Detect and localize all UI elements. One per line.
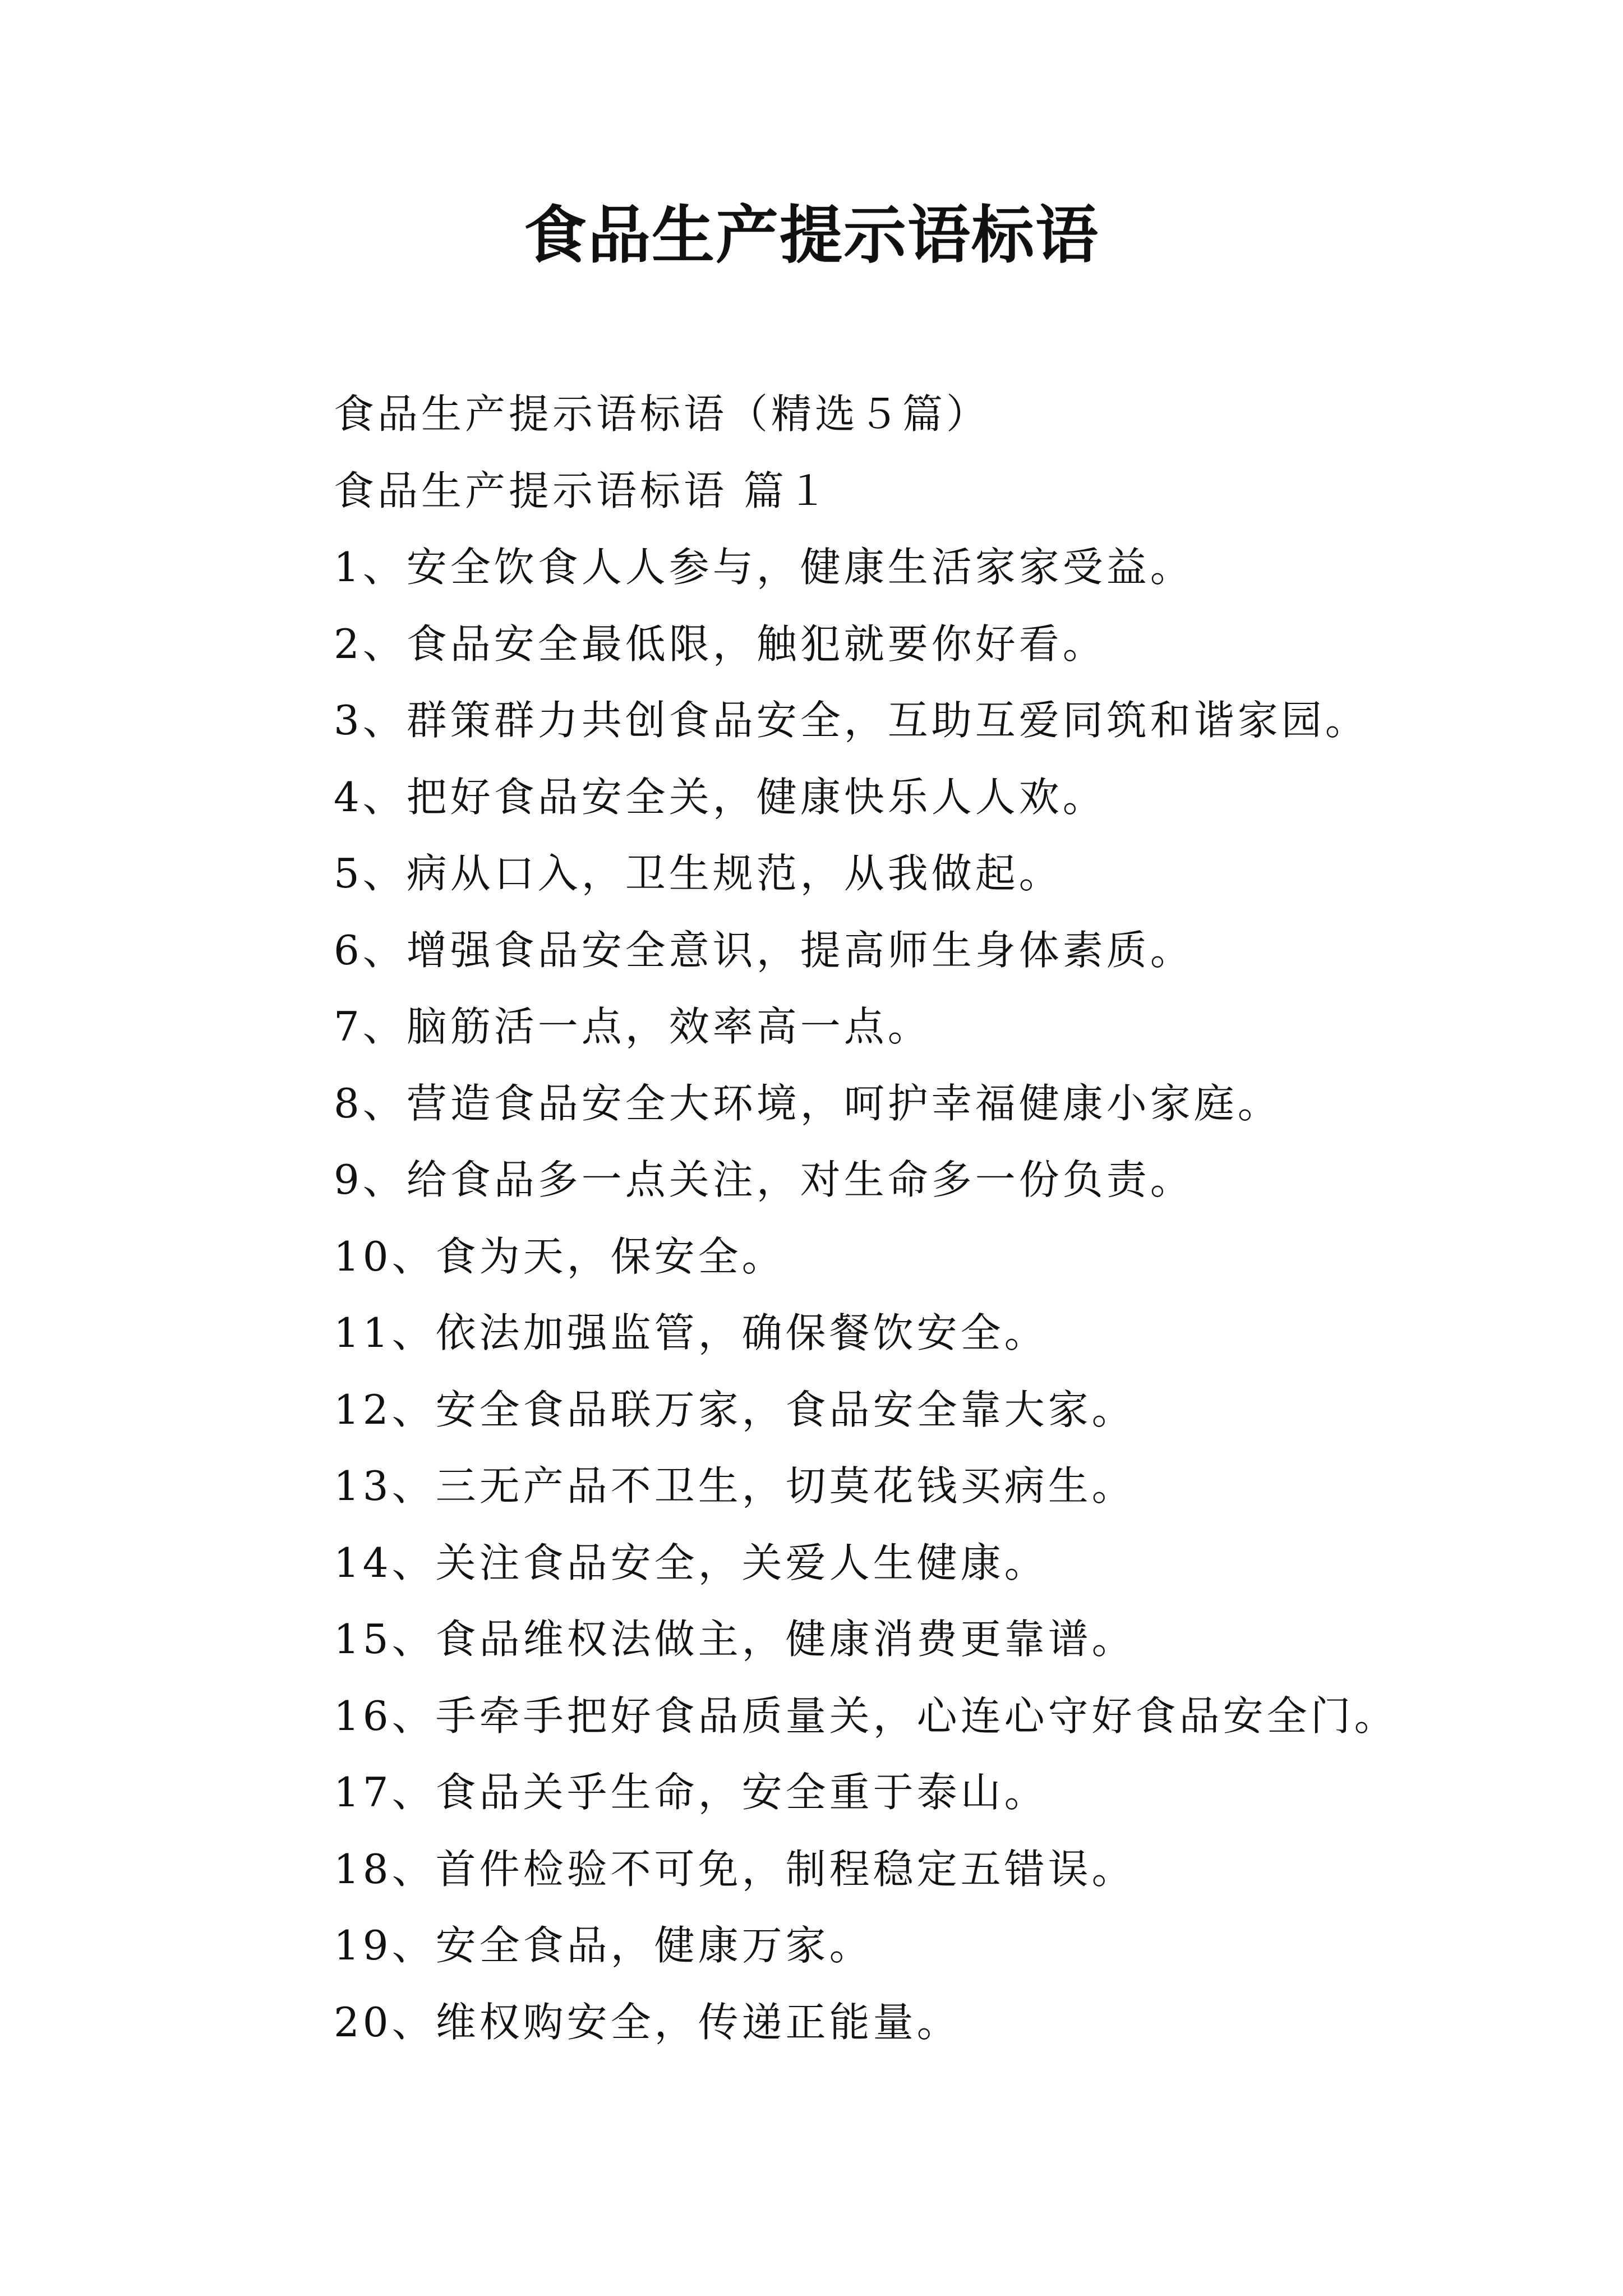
document-subtitle: 食品生产提示语标语（精选５篇）	[334, 390, 990, 438]
slogan-item: 4、把好食品安全关，健康快乐人人欢。	[334, 773, 1106, 821]
slogan-item: 19、安全食品，健康万家。	[334, 1922, 873, 1969]
slogan-item: 5、病从口入，卫生规范，从我做起。	[334, 850, 1063, 897]
slogan-item: 1、安全饮食人人参与，健康生活家家受益。	[334, 544, 1194, 591]
slogan-item: 8、营造食品安全大环境，呵护幸福健康小家庭。	[334, 1079, 1281, 1127]
slogan-item: 9、给食品多一点关注，对生命多一份负责。	[334, 1156, 1194, 1203]
slogan-item: 15、食品维权法做主，健康消费更靠谱。	[334, 1616, 1136, 1663]
slogan-item: 3、群策群力共创食品安全，互助互爱同筑和谐家园。	[334, 697, 1369, 744]
document-body	[334, 376, 1539, 2060]
document-title: 食品生产提示语标语	[524, 199, 1099, 272]
slogan-item: 12、安全食品联万家，食品安全靠大家。	[334, 1386, 1136, 1433]
section-heading: 食品生产提示语标语 篇１	[334, 467, 831, 514]
slogan-item: 20、维权购安全，传递正能量。	[334, 1998, 961, 2046]
slogan-item: 7、脑筋活一点，效率高一点。	[334, 1003, 932, 1050]
slogan-item: 17、食品关乎生命，安全重于泰山。	[334, 1769, 1048, 1816]
slogan-item: 14、关注食品安全，关爱人生健康。	[334, 1539, 1048, 1586]
slogan-item: 16、手牵手把好食品质量关，心连心守好食品安全门。	[334, 1692, 1398, 1740]
slogan-item: 18、首件检验不可免，制程稳定五错误。	[334, 1845, 1136, 1893]
slogan-item: 11、依法加强监管，确保餐饮安全。	[334, 1309, 1048, 1356]
slogan-item: 2、食品安全最低限，触犯就要你好看。	[334, 620, 1106, 668]
slogan-item: 10、食为天，保安全。	[334, 1232, 786, 1280]
slogan-item: 6、增强食品安全意识，提高师生身体素质。	[334, 926, 1194, 974]
slogan-item: 13、三无产品不卫生，切莫花钱买病生。	[334, 1462, 1136, 1510]
